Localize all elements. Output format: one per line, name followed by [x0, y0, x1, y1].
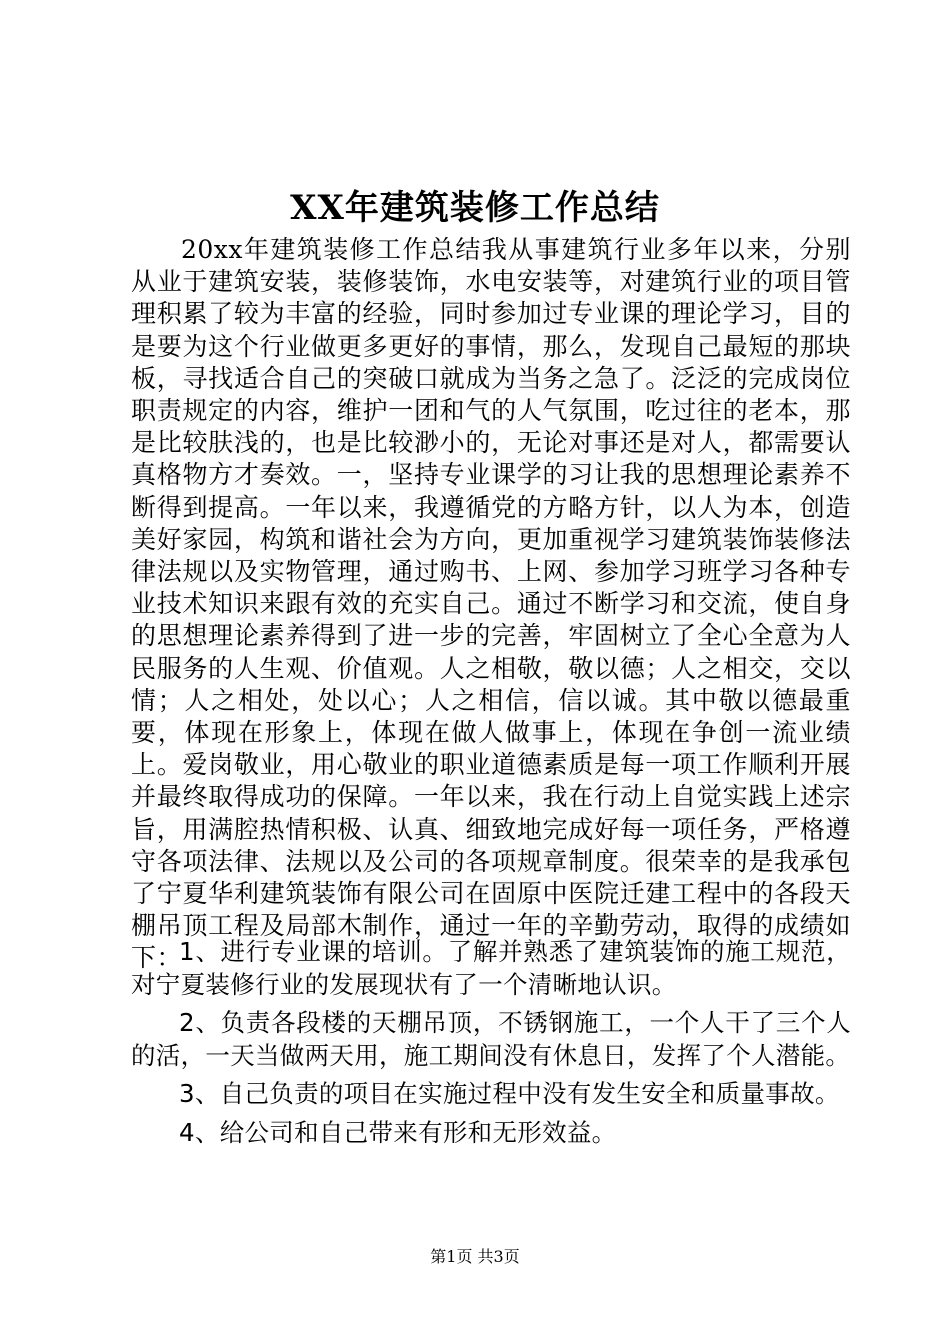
page-number-footer: 第1页 共3页	[430, 1247, 520, 1266]
list-item: 2、负责各段楼的天棚吊顶，不锈钢施工，一个人干了三个人的活，一天当做两天用，施工期间没有休息日，发挥了个人潜能。	[131, 1008, 851, 1070]
achievement-list	[131, 936, 851, 1155]
list-item: 4、给公司和自己带来有形和无形效益。	[179, 1117, 617, 1147]
document-title: XX年建筑装修工作总结	[290, 188, 660, 228]
body-paragraph: 20xx年建筑装修工作总结我从事建筑行业多年以来，分别从业于建筑安装，装修装饰，水电安装等，对建筑行业的项目管理积累了较为丰富的经验，同时参加过专业课的理论学习，目的是要为这个行业做更多更好的事情，那么，发现自己最短的那块板，寻找适合自己的突破口就成为当务之急了。泛泛的完成岗位职责规定的内容，维护一团和气的人气氛围，吃过往的老本，那是比较肤浅的，也是比较渺小的，无论对事还是对人，都需要认真格物方才奏效。一，坚持专业课学的习让我的思想理论素养不断得到提高。一年以来，我遵循党的方略方针，以人为本，创造美好家园，构筑和谐社会为方向，更加重视学习建筑装饰装修法律法规以及实物管理，通过购书、上网、参加学习班学习各种专业技术知识来跟有效的充实自己。通过不断学习和交流，使自身的思想理论素养得到了进一步的完善，牢固树立了全心全意为人民服务的人生观、价值观。人之相敬，敬以德；人之相交，交以情；人之相处，处以心；人之相信，信以诚。其中敬以德最重要，体现在形象上，体现在做人做事上，体现在争创一流业绩上。爱岗敬业，用心敬业的职业道德素质是每一项工作顺利开展并最终取得成功的保障。一年以来，我在行动上自觉实践上述宗旨，用满腔热情积极、认真、细致地完成好每一项任务，严格遵守各项法律、法规以及公司的各项规章制度。很荣幸的是我承包了宁夏华利建筑装饰有限公司在固原中医院迁建工程中的各段天棚吊顶工程及局部木制作，通过一年的辛勤劳动，取得的成绩如下：	[131, 235, 851, 973]
list-item: 3、自己负责的项目在实施过程中没有发生安全和质量事故。	[179, 1079, 840, 1108]
list-item: 1、进行专业课的培训。了解并熟悉了建筑装饰的施工规范，对宁夏装修行业的发展现状有了一个清晰地认识。	[131, 937, 851, 999]
